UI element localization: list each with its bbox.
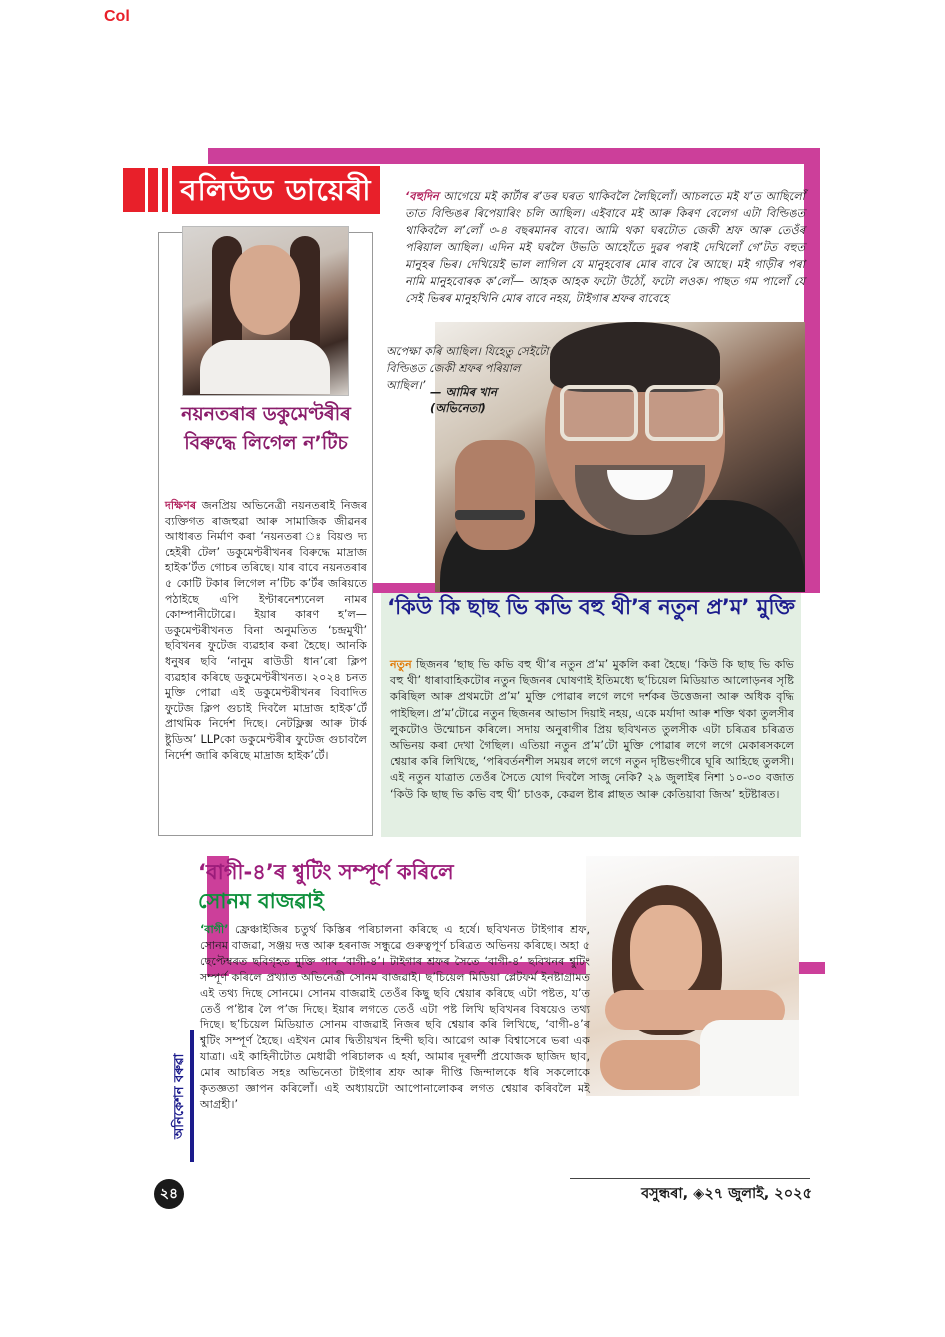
page-number: ২৪ [154, 1179, 184, 1209]
green-article-title: ‘কিউ কি ছাছ ভি কভি বহু থী’ৰ নতুন প্ৰ’ম’ মুক্তি [387, 595, 795, 619]
aamir-quote-role: (অভিনেতা) [430, 401, 486, 415]
header-bar-3 [162, 168, 168, 212]
sonam-photo-face [630, 905, 702, 997]
baaghi-article-title-line2: সোনম বাজৱাই [198, 889, 324, 913]
nayan-article-title: নয়নতৰাৰ ডকুমেণ্টৰীৰ বিৰুদ্ধে লিগেল ন’টিচ [181, 403, 351, 454]
baaghi-article-text: ফ্ৰেঞ্চাইজিৰ চতুৰ্থ কিস্তিৰ পৰিচালনা কৰিছে এ হৰ্ষে। ছবিখনত টাইগাৰ শ্ৰফ, সোনম বাজৱা, সঞ্জয় দত্ত আৰু হৰনাজ সন্ধুৱে গুৰুত্বপূৰ্ণ চৰিত্ৰত অভিনয় কৰিছে। অহা ৫ ছেপ্টেম্বৰত ছবিগৃহত মুক্তি পাব ‘বাগী-৪’। টাইগাৰ শ্ৰফৰ সৈতে ‘বাগী-৪’ ছবিখনৰ শ্বুটিং সম্পূৰ্ণ কৰিলে প্ৰখ্যাত অভিনেত্ৰী সোনম বাজৱাই। ছ’চিয়েল মিডিয়া প্লেটফৰ্ম ইনষ্টাগ্ৰামত এই তথ্য দিছে সোনমে। সোনম বাজৱাই তেওঁৰ কিছু ছবি শ্বেয়াৰ কৰিছে এটা পষ্টত, য’ত তেওঁ প’ষ্টাৰ লৈ প’জ দিছে। ইয়াৰ লগতে তেওঁ এটা পষ্ট লিখি ছবিখনৰ বিষয়েও তথ্য দিছে। ছ’চিয়েল মিডিয়াত সোনম বাজৱাই নিজৰ ছবি শ্বেয়াৰ কৰি লিখিছে, ‘বাগী-৪’ৰ শ্বুটিং সম্পূৰ্ণ হৈছে। এইখন মোৰ দ্বিতীয়খন হিন্দী ছবি। আৱেগ আৰু বিশ্বাসেৰে ভৰা এক যাত্ৰা। এই কাহিনীটোত মেধাৱী পৰিচালক এ হৰ্ষা, আমাৰ দূৰদৰ্শী প্ৰযোজক ছাজিদ ছাব, মোৰ আচৰিত সহঃ অভিনেতা টাইগাৰ শ্ৰফ আৰু দীপ্তি জিন্দালকে ধৰি সকলোকে কৃতজ্ঞতা জ্ঞাপন কৰিলোঁ। এই অধ্যায়টো আপোনালোকৰ লগত শ্বেয়াৰ কৰিবলৈ মই আগ্ৰহী।’ [200, 923, 590, 1111]
aamir-quote [405, 188, 805, 307]
aamir-quote-signature [430, 384, 497, 416]
aamir-photo-wristband [455, 510, 525, 520]
sonam-photo-dress [700, 1020, 799, 1096]
aamir-quote-text: আগেয়ে মই কাৰ্টাৰ ৰ’ডৰ ঘৰত থাকিবলৈ লৈছিলোঁ। আচলতে মই য’ত আছিলোঁ তাত বিল্ডিঙৰ ৰিপেয়াৰিং চলি আছিল। এইবাবে মই আৰু কিৰণ বেলেগ এটা বিল্ডিঙত থাকিবলৈ ল’লোঁ ৩-৪ বছৰমানৰ বাবে। আমি থকা ঘৰটোত জেকী শ্ৰফ আৰু তেওঁৰ পৰিয়াল আছিল। এদিন মই ঘৰলৈ উভতি আহোঁতে দুৱৰ পৰাই দেখিলোঁ গে’টত বহুত মানুহৰ ভিৰ। দেখিয়েই ভাল লাগিল যে মানুহবোৰ মোৰ বাবে ৰৈ আছে। মই গাড়ীৰ পৰা নামি মানুহবোৰক ক’লোঁ— আহক আহক ফটো উঠোঁ, ফটো লওক। পাছত গম পালোঁ যে সেই ভিৰৰ মানুহখিনি মোৰ বাবে নহয়, টাইগাৰ শ্ৰফৰ বাবেহে [405, 190, 805, 305]
aamir-photo-hair [550, 322, 720, 392]
aamir-quote-lead: ‘বহুদিন [405, 190, 439, 203]
green-article-body [390, 657, 794, 803]
nayan-article-lead: দক্ষিণৰ [165, 499, 197, 512]
header-bar-2 [148, 168, 158, 212]
nayanthara-photo-shirt [200, 340, 330, 394]
aamir-quote-name: — আমিৰ খান [430, 385, 497, 399]
nayanthara-photo-face [230, 245, 300, 335]
sonam-photo-leg [600, 1040, 710, 1090]
aamir-photo-hand [455, 440, 535, 550]
green-article-text: ছিজনৰ ‘ছাছ ভি কভি বহু থী’ৰ নতুন প্ৰ’ম’ মুকলি কৰা হৈছে। ‘কিউ কি ছাছ ভি কভি বহু থী’ ধাৰাবাহিকটোৰ নতুন ছিজনৰ ঘোষণাই ইতিমধ্যে ছ’চিয়েল মিডিয়াত আলোড়নৰ সৃষ্টি কৰিছিল আৰু প্ৰথমটো প্ৰ’ম’ মুক্তি পোৱাৰ লগে লগে দৰ্শকৰ উত্তেজনা আৰু অধিক বৃদ্ধি পাইছিল। প্ৰ’ম’টোৱে নতুন ছিজনৰ আভাস দিয়াই নহয়, একে মৰ্যাদা আৰু শক্তি থকা তুলসীৰ লুকটোও উন্মোচন কৰিলে। সদায় অনুৰাগীৰ প্ৰিয় ছবিখনত তুলসীক এটা চৰিত্ৰৰ চৰিত্ৰত অভিনয় কৰা দেখা গৈছিল। এতিয়া নতুন প্ৰ’ম’টো মুক্তি পোৱাৰ লগে লগে মেকাৰসকলে শ্বেয়াৰ কৰি লিখিছে, ‘পৰিবৰ্তনশীল সময়ৰ লগে লগে নতুন দৃষ্টিভংগীৰে ঘূৰি আহিছে তুলসী। এই নতুন যাত্ৰাত তেওঁৰ সৈতে যোগ দিবলৈ সাজু নেকি? ২৯ জুলাইৰ নিশা ১০-৩০ বজাত ‘কিউ কি ছাছ ভি কভি বহু থী’ চাওক, কেৱল ষ্টাৰ প্লাছত আৰু কেতিয়াবা জিঅ’ হটষ্টাৰত। [390, 658, 794, 801]
aamir-photo-glasses-right [645, 385, 723, 441]
baaghi-article-title-line1: ‘বাগী-৪’ৰ শ্বুটিং সম্পূৰ্ণ কৰিলে [198, 860, 454, 884]
footer-masthead: বসুন্ধৰা, ◈২৭ জুলাই, ২০২৫ [641, 1186, 812, 1202]
baaghi-article-body [200, 922, 590, 1113]
footer-rule [570, 1178, 810, 1179]
nayan-article-text: জনপ্ৰিয় অভিনেত্ৰী নয়নতৰাই নিজৰ ব্যক্তিগত ৰাজহুৱা আৰু সামাজিক জীৱনৰ আধাৰত নিৰ্মাণ কৰা ‘নয়নতৰা ঃ বিয়ণ্ড দ্য হেইৰী টেল’ ডকুমেণ্টৰীখনৰ বিৰুদ্ধে মাদ্ৰাজ হাইক’ৰ্টত গোচৰ তৰিছে। যাৰ বাবে নয়নতৰাৰ ৫ কোটি টকাৰ লিগেল ন’টিচ ক’ৰ্টৰ জৰিয়তে পঠাইছে এপি ইণ্টাৰনেশ্যনেল নামৰ কোম্পানীটোৱে। ইয়াৰ কাৰণ হ’ল— ডকুমেণ্টৰীখনত বিনা অনুমতিত ‘চন্দ্ৰমুখী’ ছবিখনৰ ফুটেজ ব্যৱহাৰ কৰা হৈছে। আনকি ধনুষৰ ছবি ‘নানুম ৰাউডী ধান’ৰো ক্লিপ ব্যৱহাৰ কৰিছে ডকুমেণ্টৰীখনত। ২০২৪ চনত মুক্তি পোৱা এই ডকুমেণ্টৰীখনৰ বিবাদিত ফুটেজ ক্লিপ গুচাই দিবলৈ মাদ্ৰাজ হাইক’ৰ্টে প্ৰাথমিক নিৰ্দেশ দিছে। নেটফ্লিক্স আৰু টাৰ্ক ষ্টুডিঅ’ LLPকো ডকুমেণ্টৰীৰ ফুটেজ গুচাবলৈ নিৰ্দেশ জাৰি কৰিছে মাদ্ৰাজ হাইক’ৰ্টে। [165, 499, 367, 762]
baaghi-article-lead: ‘বাগী’ [200, 923, 229, 936]
section-header: বলিউড ডায়েৰী [172, 166, 380, 214]
aamir-photo-glasses-left [560, 385, 638, 441]
header-bar-1 [123, 168, 145, 212]
author-byline-bar [190, 1030, 194, 1162]
aamir-quote-tail: অপেক্ষা কৰি আছিল। যিহেতু সেইটো বিল্ডিঙত জেকী শ্ৰফৰ পৰিয়াল আছিল।’ [386, 345, 549, 392]
nayan-article-body [165, 498, 367, 763]
author-byline: অনিকেশন বৰুৱা [172, 1053, 187, 1139]
green-article-lead: নতুন [390, 658, 412, 671]
corner-mark: Col [104, 8, 130, 25]
